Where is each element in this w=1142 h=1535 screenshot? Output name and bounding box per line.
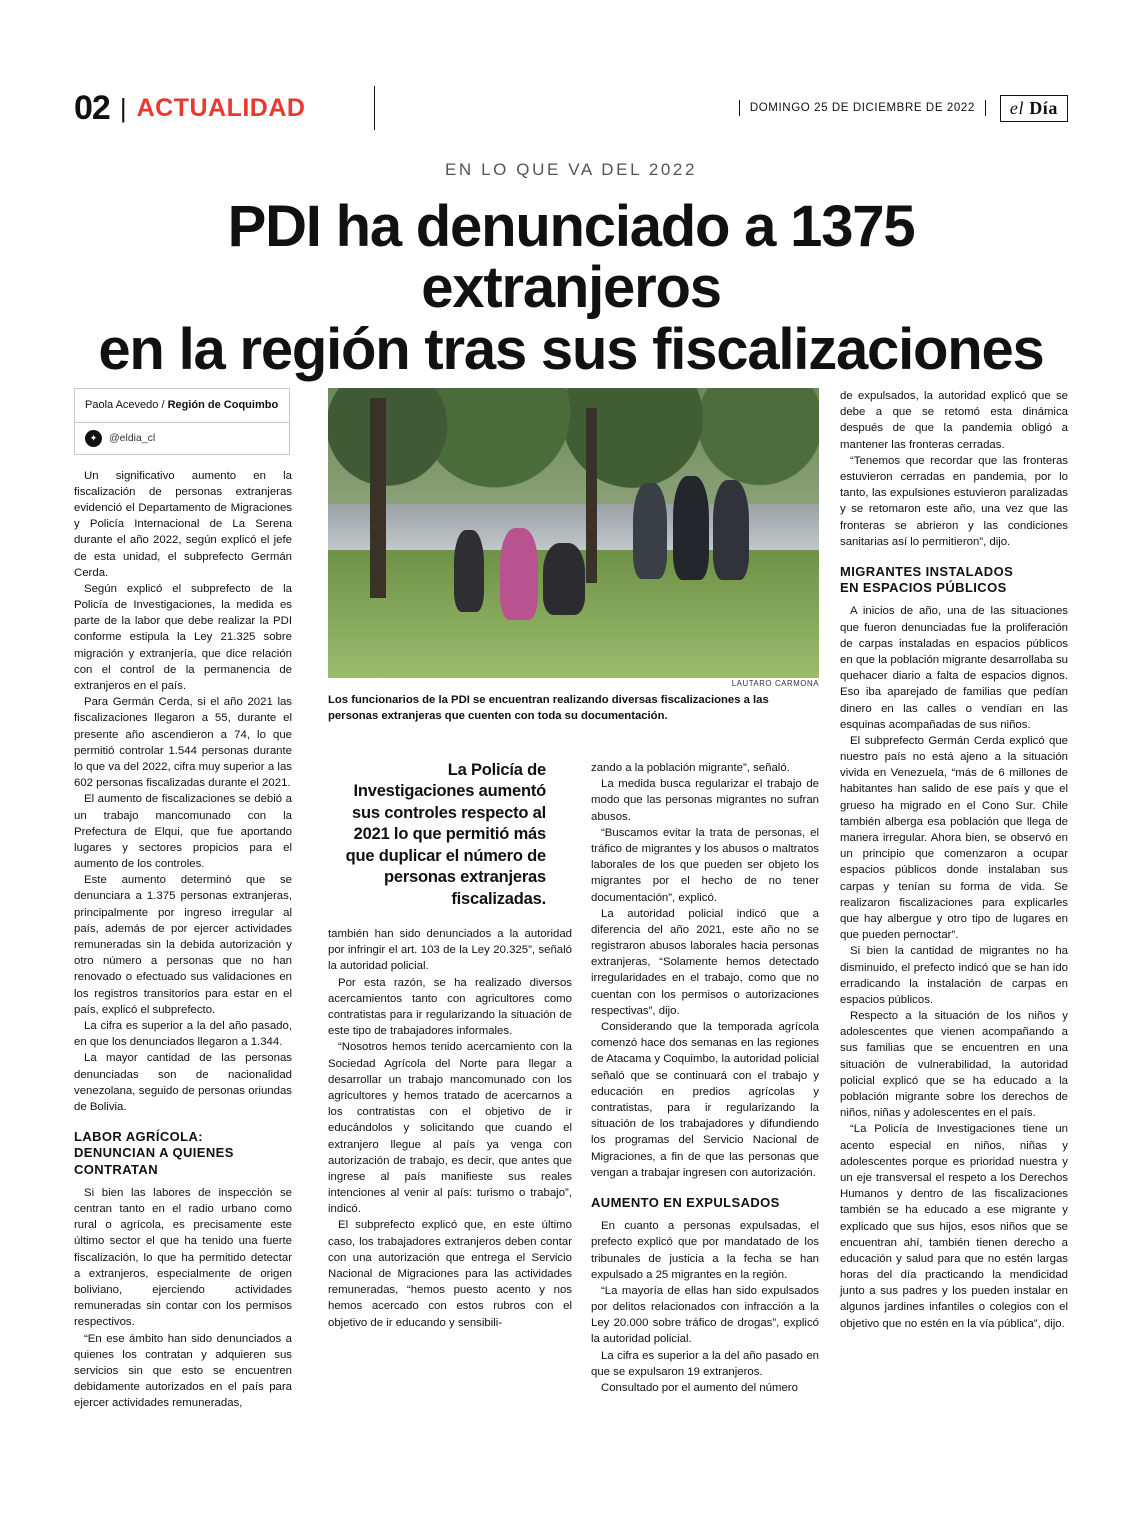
paragraph: “En ese ámbito han sido denunciados a quienes los contratan y adquieren sus servicios sin que esto se encuentren debidamente autorizados en el país para ejercer actividades remuneradas,	[74, 1332, 292, 1410]
masthead-right	[729, 95, 1068, 122]
paragraph: Consultado por el aumento del número	[601, 1382, 798, 1394]
paragraph: Si bien la cantidad de migrantes no ha disminuido, el prefecto indicó que se han ido erradicando la instalación de carpas en espacios públicos.	[840, 945, 1068, 1006]
section-heading-line-2: DENUNCIAN A QUIENES CONTRATAN	[74, 1145, 234, 1177]
article-photo	[328, 388, 819, 678]
section-heading	[74, 1129, 292, 1178]
twitter-handle[interactable]: @eldia_cl	[109, 431, 156, 444]
article-kicker: EN LO QUE VA DEL 2022	[444, 160, 698, 179]
section-heading	[840, 564, 1068, 597]
logo-dia: Día	[1029, 97, 1058, 118]
photo-officer	[633, 483, 667, 579]
headline-line-2: en la región tras sus fiscalizaciones	[98, 316, 1044, 382]
paragraph: La autoridad policial indicó que a diferencia del año 2021, este año no se registraron abusos laborales hacia personas extranjeras, “Solamente hemos detectado irregularidades en el trabajo, como que no cuentan con los permisos o autorizaciones respectivas”, dijo.	[591, 907, 819, 1017]
masthead-bar-left	[739, 100, 740, 116]
section-heading: AUMENTO EN EXPULSADOS	[591, 1194, 780, 1210]
twitter-icon: ✦	[85, 430, 102, 447]
byline	[75, 389, 289, 423]
paragraph: El aumento de fiscalizaciones se debió a un trabajo mancomunado con la Prefectura de Elqui, que fue aportando lugares y sectores propicios para el aumento de los controles.	[74, 793, 292, 871]
photo-officer	[713, 480, 749, 580]
publication-logo	[1000, 95, 1068, 122]
section-title: ACTUALIDAD	[136, 93, 306, 122]
masthead-bar-right	[985, 100, 986, 116]
byline-box	[74, 388, 290, 455]
paragraph: de expulsados, la autoridad explicó que se debe a que se retomó esta dinámica después de que la pandemia obligó a mantener las fronteras cerradas.	[840, 390, 1068, 451]
paragraph: Según explicó el subprefecto de la Policía de Investigaciones, la medida es parte de la labor que debe realizar la PDI conforme estipula la Ley 21.325 sobre migración y extranjería, que dice relación con el control de la permanencia de extranjeros en el país.	[74, 582, 292, 693]
paragraph: La cifra es superior a la del año pasado en que se expulsaron 19 extranjeros.	[591, 1349, 819, 1378]
column-1	[74, 388, 292, 1411]
photo-tree-trunk	[586, 408, 597, 583]
photo-caption: Los funcionarios de la PDI se encuentran realizando diversas fiscalizaciones a las personas extranjeras que cuenten con toda su documentación.	[328, 694, 769, 722]
publication-date: DOMINGO 25 DE DICIEMBRE DE 2022	[749, 102, 975, 114]
paragraph: Respecto a la situación de los niños y adolescentes que vienen acompañando a sus familias que se encuentren en una situación de vulnerabilidad, la autoridad policial explicó que se ha educado a la población migrante sobre los derechos de niños, niñas y adolescentes en el país.	[840, 1010, 1068, 1120]
byline-author: Paola Acevedo /	[85, 399, 168, 411]
section-heading-line-1: LABOR AGRÍCOLA:	[74, 1129, 204, 1145]
photo-tree-trunk	[370, 398, 386, 598]
paragraph: En cuanto a personas expulsadas, el prefecto explicó que por mandatado de los tribunales de justicia a la fecha se han expulsado a 25 migrantes en la región.	[591, 1220, 819, 1281]
pull-quote: La Policía de Investigaciones aumentó sus controles respecto al 2021 lo que permitió más que duplicar el número de personas extranjeras fiscalizadas.	[345, 761, 546, 908]
section-heading-line-1: MIGRANTES INSTALADOS	[840, 563, 1014, 579]
paragraph: “Nosotros hemos tenido acercamiento con la Sociedad Agrícola del Norte para llegar a desarrollar un trabajo mancomunado con los agricultores y hemos tratado de acercarnos a los contratistas con el objetivo de ir educándolos y solicitando que cuando el extranjero llegue al país ya venga con autorización de trabajo, es decir, que antes que ingrese al país manifieste sus reales intenciones al venir al país: turismo o trabajo”, indicó.	[328, 1041, 572, 1216]
paragraph: Si bien las labores de inspección se centran tanto en el radio urbano como rural o agrícola, es precisamente este último sector el que ha tenido una fuerte fiscalización, lo que ha permitido detectar a extranjeros, especialmente de origen boliviano, ejerciendo actividades remuneradas sin contar con los permisos respectivos.	[74, 1186, 292, 1329]
logo-el: el	[1009, 97, 1030, 118]
paragraph: “Tenemos que recordar que las fronteras estuvieron cerradas en pandemia, por lo tanto, las expulsiones estuvieron paralizadas y se retomaron este año, una vez que las fronteras se abrieron y las condiciones sanitarias así lo permitieron”, dijo.	[840, 454, 1068, 548]
page-number: 02	[74, 89, 110, 127]
paragraph: La cifra es superior a la del año pasado, en que los denunciados llegaron a 1.344.	[74, 1019, 292, 1049]
paragraph: Por esta razón, se ha realizado diversos acercamientos tanto con agricultores como contratistas para ir regularizando la situación de este tipo de trabajadores informales.	[328, 976, 572, 1038]
article-body	[74, 388, 1068, 1478]
photo-person	[500, 528, 538, 620]
masthead-separator: |	[119, 93, 127, 123]
section-heading-line-2: EN ESPACIOS PÚBLICOS	[840, 580, 1007, 596]
article-headline	[74, 196, 1068, 380]
paragraph: Este aumento determinó que se denunciara a 1.375 personas extranjeras, principalmente por ingreso irregular al país, además de por ejercer actividades remuneradas sin la debida autorización y otro número a personas que no han renovado o efectuado sus validaciones en los registros transitorios para estar en el país, explicó el subprefecto.	[74, 874, 292, 1016]
photo-person	[454, 530, 484, 612]
paragraph: Para Germán Cerda, si el año 2021 las fiscalizaciones llegaron a 55, durante el presente año ascendieron a 74, lo que permitió controlar 1.544 personas durante lo que va del 2022, cifra muy superior a las 602 personas fiscalizadas durante el 2021.	[74, 696, 292, 790]
paragraph: Considerando que la temporada agrícola comenzó hace dos semanas en las regiones de Atacama y Coquimbo, la autoridad policial señaló que se continuará con el trabajo y educación en predios agrícolas y contratistas, para ir regularizando la situación de los trabajadores y difundiendo los programas del Servicio Nacional de Migraciones, a fin de que las personas que vengan a trabajar ingresen con autorización.	[591, 1021, 819, 1179]
photo-person	[543, 543, 585, 615]
headline-line-1: PDI ha denunciado a 1375 extranjeros	[227, 194, 915, 321]
paragraph: zando a la población migrante”, señaló.	[591, 762, 790, 774]
paragraph: “La Policía de Investigaciones tiene un acento especial en niños, niñas y adolescentes porque es prioridad nuestra y un eje transversal el respeto a los Derechos Humanos y dentro de las fiscalizaciones también se ha educado a ese migrante y explicado que sus hijos, esos niños que se encuentran ahí, también tienen derecho a educación y salud para que no estén largas horas del día practicando la mendicidad junto a sus padres y los pueden instalar en algunos jardines infantiles o colegios con el objetivo que no estén en la vía pública”, dijo.	[840, 1123, 1068, 1330]
paragraph: Un significativo aumento en la fiscalización de personas extranjeras evidenció el Departamento de Migraciones y Policía Internacional de La Serena durante el año 2022, según explicó el jefe de esta unidad, el subprefecto Germán Cerda.	[74, 469, 292, 579]
paragraph: La mayor cantidad de las personas denunciadas son de nacionalidad venezolana, seguido de personas oriundas de Bolivia.	[74, 1052, 292, 1113]
byline-place: Región de Coquimbo	[167, 399, 279, 411]
masthead	[74, 86, 1068, 130]
byline-social[interactable]	[75, 423, 289, 454]
paragraph: El subprefecto explicó que, en este último caso, los trabajadores extranjeros deben contar con una autorización que entrega el Servicio Nacional de Migraciones para las actividades remuneradas, “hemos puesto acento y nos hemos acercado con estos rubros con el objetivo de ir educando y sensibili-	[328, 1219, 572, 1329]
column-4	[840, 388, 1068, 1332]
column-2	[328, 760, 572, 1331]
paragraph: El subprefecto Germán Cerda explicó que nuestro país no está ajeno a la situación vivida en Venezuela, “más de 6 millones de habitantes han salido de ese país y que el grueso ha migrado en el Cono Sur. Chile también alberga esa población que llega de manera irregular. Ahora bien, se observó en un principio que comenzaron a ocupar espacios públicos donde instalaban sus carpas y tenían su forma de vida. Se realizaron fiscalizaciones para explicarles que hay albergue y otro tipo de lugares en que pueden pernoctar”.	[840, 734, 1068, 942]
paragraph: también han sido denunciados a la autoridad por infringir el art. 103 de la Ley 20.325”, señaló la autoridad policial.	[328, 928, 572, 973]
photo-credit: LAUTARO CARMONA	[731, 679, 819, 688]
column-3	[591, 760, 819, 1396]
photo-officer	[673, 476, 709, 580]
masthead-divider	[374, 86, 375, 130]
paragraph: A inicios de año, una de las situaciones que fueron denunciadas fue la proliferación de carpas instaladas en espacios públicos en que la población migrante desarrollaba su quehacer diario a falta de espacios dignos. Eso iba aparejado de familias que pedían dinero en las calles o vendían en las esquinas acompañadas de sus niños.	[840, 605, 1068, 731]
article-photo-block	[328, 388, 819, 724]
paragraph: “La mayoría de ellas han sido expulsados por delitos relacionados con infracción a la Ley 20.000 sobre tráfico de drogas”, explicó la autoridad policial.	[591, 1284, 819, 1346]
paragraph: “Buscamos evitar la trata de personas, el tráfico de migrantes y los abusos o maltratos laborales de los que pueden ser objeto los migrantes por el hecho de no tener documentación”, explicó.	[591, 826, 819, 904]
paragraph: La medida busca regularizar el trabajo de modo que las personas migrantes no sufran abusos.	[591, 778, 819, 823]
